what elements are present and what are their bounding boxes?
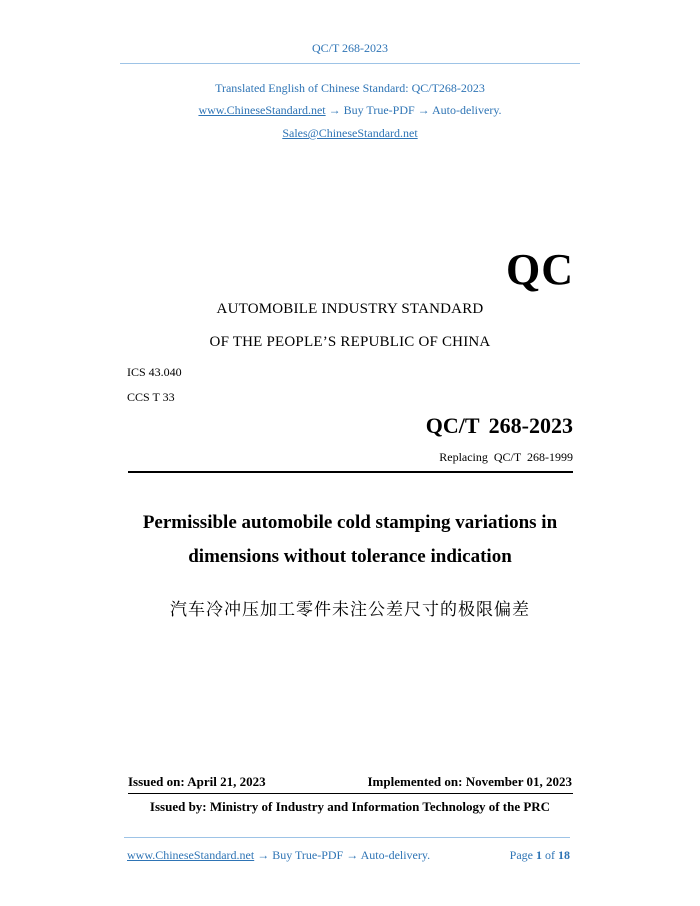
purchase-notice xyxy=(0,103,700,118)
translation-notice: Translated English of Chinese Standard: QC/T268-2023 xyxy=(215,81,485,95)
org-line-2: OF THE PEOPLE’S REPUBLIC OF CHINA xyxy=(209,334,491,350)
email-link[interactable]: Sales@ChineseStandard.net xyxy=(282,126,418,140)
title-line-2: dimensions without tolerance indication xyxy=(188,546,512,567)
standard-number: QC/T 268-2023 xyxy=(425,413,573,438)
header-code: QC/T 268-2023 xyxy=(311,41,389,55)
title-line-1: Permissible automobile cold stamping variations in xyxy=(142,512,558,533)
issuing-authority: Issued by: Ministry of Industry and Information Technology of the PRC xyxy=(149,799,551,814)
footer-text: → Buy True-PDF → Auto-delivery. xyxy=(254,848,431,862)
header-divider xyxy=(120,63,580,64)
org-line-1: AUTOMOBILE INDUSTRY STANDARD xyxy=(216,301,484,317)
page-current: 1 xyxy=(536,848,542,862)
page-of: of xyxy=(545,848,555,862)
email-notice xyxy=(0,126,700,141)
title-chinese: 汽车冷冲压加工零件未注公差尺寸的极限偏差 xyxy=(170,600,530,620)
page-label: Page xyxy=(509,848,533,862)
footer-divider xyxy=(124,837,570,838)
footer-notice xyxy=(127,848,430,863)
issued-on-date: Issued on: April 21, 2023 xyxy=(128,774,266,789)
purchase-text: → Buy True-PDF → Auto-delivery. xyxy=(325,103,502,117)
ccs-code: CCS T 33 xyxy=(127,390,175,404)
site-link[interactable]: www.ChineseStandard.net xyxy=(198,103,326,117)
replacing-note: Replacing QC/T 268-1999 xyxy=(439,450,573,464)
page-total: 18 xyxy=(558,848,570,862)
qc-logo: QC xyxy=(506,245,574,294)
implemented-on-date: Implemented on: November 01, 2023 xyxy=(367,774,572,789)
ics-code: ICS 43.040 xyxy=(127,365,182,379)
dates-divider xyxy=(128,793,573,794)
page-indicator xyxy=(510,848,570,863)
title-divider xyxy=(128,471,573,473)
footer-site-link[interactable]: www.ChineseStandard.net xyxy=(127,848,255,862)
